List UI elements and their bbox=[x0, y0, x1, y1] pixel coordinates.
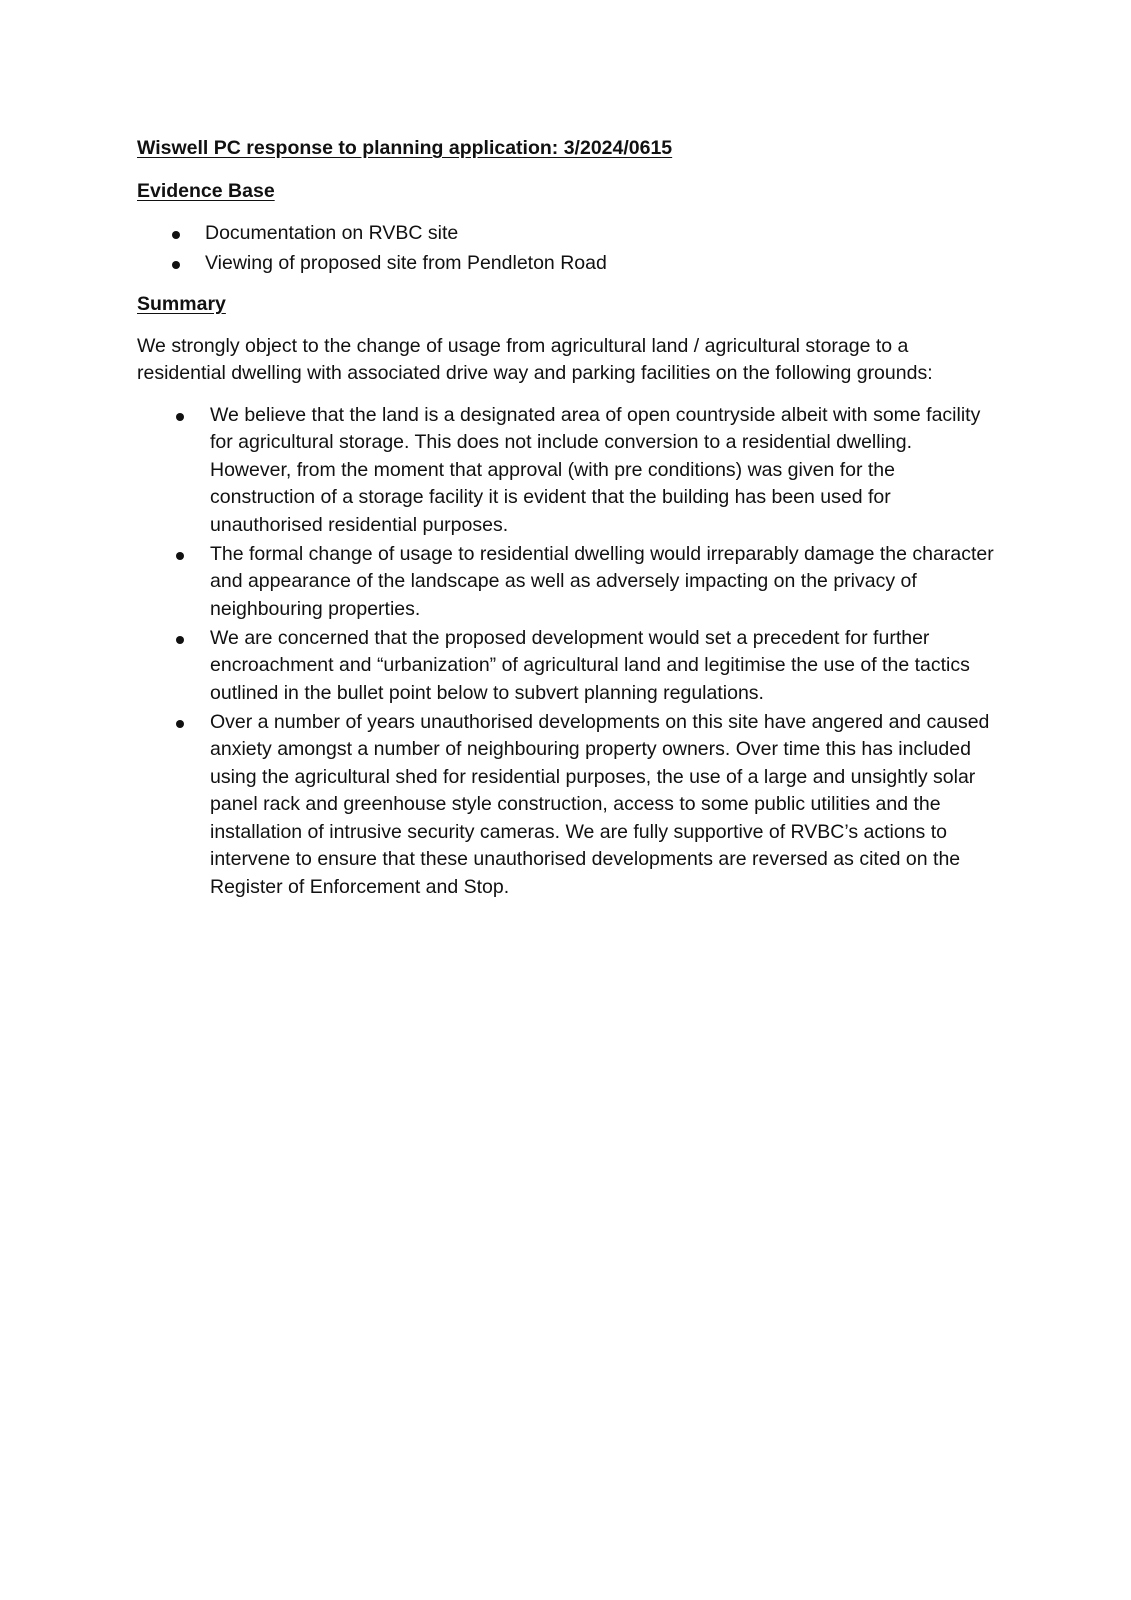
evidence-base-list bbox=[137, 219, 997, 278]
list-item bbox=[137, 625, 997, 708]
bullet-icon bbox=[176, 413, 184, 421]
list-item bbox=[137, 219, 997, 249]
bullet-icon bbox=[176, 720, 184, 728]
list-item bbox=[137, 402, 997, 540]
list-item-text: The formal change of usage to residential dwelling would irreparably damage the character and appearance of the landscape as well as adversely impacting on the privacy of neighbouring properties. bbox=[210, 542, 994, 620]
list-item-text: Documentation on RVBC site bbox=[205, 222, 459, 244]
objection-grounds-list bbox=[137, 402, 997, 902]
bullet-icon bbox=[172, 231, 180, 239]
bullet-icon bbox=[172, 261, 180, 269]
list-item-text: Viewing of proposed site from Pendleton Road bbox=[205, 251, 607, 274]
document-title: Wiswell PC response to planning application: 3/2024/0615 bbox=[137, 137, 673, 159]
list-item-text: We are concerned that the proposed development would set a precedent for further encroachment and “urbanization” of agricultural land and legitimise the use of the tactics outlined in the bullet point below to subvert planning regulations. bbox=[210, 626, 970, 704]
document-body bbox=[137, 135, 997, 903]
evidence-base-heading: Evidence Base bbox=[137, 179, 275, 202]
bullet-icon bbox=[176, 636, 184, 644]
list-item-text: We believe that the land is a designated area of open countryside albeit with some facility for agricultural storage. This does not include conversion to a residential dwelling. However, from the moment that approval (with pre conditions) was given for the construction of a storage facility it is evident that the building has been used for unauthorised residential purposes. bbox=[210, 403, 981, 536]
list-item bbox=[137, 541, 997, 624]
summary-heading: Summary bbox=[137, 293, 226, 315]
list-item-text: Over a number of years unauthorised developments on this site have angered and caused anxiety amongst a number of neighbouring property owners. Over time this has included using the agricultural shed for residential purposes, the use of a large and unsightly solar panel rack and greenhouse style construction, access to some public utilities and the installation of intrusive security cameras. We are fully supportive of RVBC’s actions to intervene to ensure that these unauthorised developments are reversed as cited on the Register of Enforcement and Stop. bbox=[210, 710, 990, 898]
list-item bbox=[137, 709, 997, 902]
bullet-icon bbox=[176, 552, 184, 560]
list-item bbox=[137, 249, 997, 279]
summary-intro: We strongly object to the change of usage from agricultural land / agricultural storage to a residential dwelling with associated drive way and parking facilities on the following grounds: bbox=[137, 334, 933, 384]
